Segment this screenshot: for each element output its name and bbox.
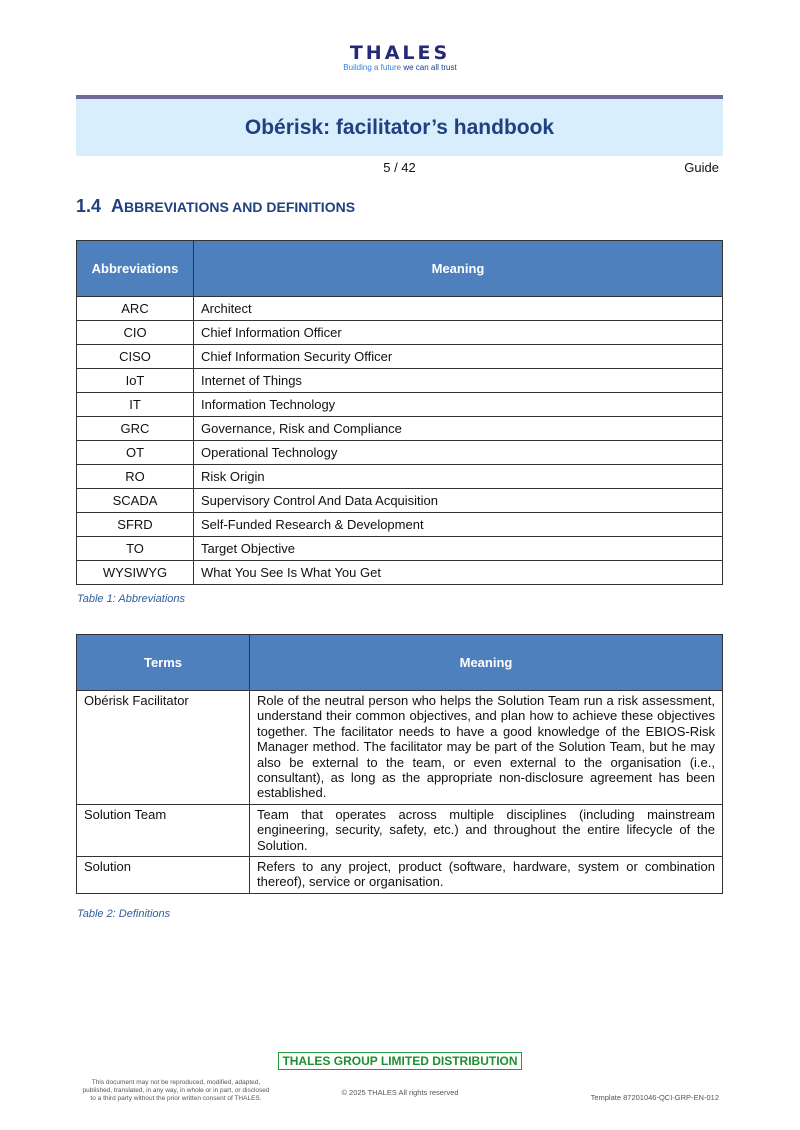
abbr-cell: ARC	[77, 297, 194, 321]
title-band	[76, 99, 723, 156]
table-row	[77, 489, 723, 513]
section-title-initial: A	[111, 196, 125, 216]
abbr-cell: IT	[77, 393, 194, 417]
meaning-cell: Governance, Risk and Compliance	[194, 417, 723, 441]
abbr-cell: RO	[77, 465, 194, 489]
abbr-cell: CISO	[77, 345, 194, 369]
abbr-cell: GRC	[77, 417, 194, 441]
meaning-cell: Target Objective	[194, 537, 723, 561]
document-title: Obérisk: facilitator’s handbook	[244, 115, 555, 139]
meaning-cell: Architect	[194, 297, 723, 321]
term-cell: Obérisk Facilitator	[77, 691, 250, 805]
table-2-caption: Table 2: Definitions	[77, 908, 171, 920]
table-row	[77, 417, 723, 441]
meaning-cell: Chief Information Officer	[194, 321, 723, 345]
meaning-cell: Chief Information Security Officer	[194, 345, 723, 369]
meaning-cell: Team that operates across multiple disciplines (including mainstream engineering, security, safety, etc.) and throughout the entire lifecycle of the Solution.	[250, 804, 723, 856]
abbr-cell: SFRD	[77, 513, 194, 537]
footer-copyright: © 2025 THALES All rights reserved	[341, 1088, 459, 1097]
page-info-row	[76, 160, 719, 178]
definitions-table	[76, 634, 723, 894]
meaning-cell: Risk Origin	[194, 465, 723, 489]
meaning-cell: Information Technology	[194, 393, 723, 417]
table-row	[77, 513, 723, 537]
thales-logo	[0, 42, 800, 72]
page-number: 5 / 42	[383, 160, 416, 175]
abbreviations-table	[76, 240, 723, 585]
table-row	[77, 465, 723, 489]
document-type: Guide	[684, 160, 719, 175]
table-row	[77, 369, 723, 393]
abbr-cell: IoT	[77, 369, 194, 393]
logo-wordmark: THALES	[349, 42, 451, 64]
section-heading	[76, 196, 355, 217]
table-header-row	[77, 241, 723, 297]
table-row	[77, 561, 723, 585]
table-row	[77, 297, 723, 321]
table-header-row	[77, 635, 723, 691]
table-row	[77, 537, 723, 561]
section-title-rest: BBREVIATIONS AND DEFINITIONS	[124, 199, 356, 215]
distribution-label: THALES GROUP LIMITED DISTRIBUTION	[0, 1052, 800, 1070]
meaning-cell: Role of the neutral person who helps the Solution Team run a risk assessment, understand their common objectives, and plan how to achieve these objectives together. The facilitator needs to have a good knowledge of the EBIOS-Risk Manager method. The facilitator may be part of the Solution Team, but he may also be external to the team, or even external to the organisation (i.e., consultant), as long as the appropriate non-disclosure agreement has been established.	[250, 691, 723, 805]
meaning-cell: Self-Funded Research & Development	[194, 513, 723, 537]
table-row	[77, 857, 723, 894]
table-1-caption: Table 1: Abbreviations	[77, 593, 186, 605]
table-row	[77, 321, 723, 345]
logo-tagline: Building a future we can all trust	[343, 63, 457, 72]
column-header-terms: Terms	[77, 635, 250, 691]
section-number: 1.4	[76, 196, 102, 216]
table-row	[77, 691, 723, 805]
column-header-meaning: Meaning	[250, 635, 723, 691]
abbr-cell: WYSIWYG	[77, 561, 194, 585]
meaning-cell: Internet of Things	[194, 369, 723, 393]
abbr-cell: TO	[77, 537, 194, 561]
footer-notice: This document may not be reproduced, modified, adapted, published, translated, in any way, in whole or in part, or disclosed to a third party without the prior written consent of THALES.	[82, 1079, 270, 1102]
term-cell: Solution	[77, 857, 250, 894]
table-row	[77, 345, 723, 369]
meaning-cell: What You See Is What You Get	[194, 561, 723, 585]
table-row	[77, 804, 723, 856]
meaning-cell: Refers to any project, product (software, hardware, system or combination thereof), service or organisation.	[250, 857, 723, 894]
abbr-cell: CIO	[77, 321, 194, 345]
table-row	[77, 393, 723, 417]
column-header-meaning: Meaning	[194, 241, 723, 297]
table-row	[77, 441, 723, 465]
column-header-abbreviations: Abbreviations	[77, 241, 194, 297]
term-cell: Solution Team	[77, 804, 250, 856]
meaning-cell: Supervisory Control And Data Acquisition	[194, 489, 723, 513]
meaning-cell: Operational Technology	[194, 441, 723, 465]
abbr-cell: OT	[77, 441, 194, 465]
abbr-cell: SCADA	[77, 489, 194, 513]
footer-template-id: Template 87201046-QCI-GRP-EN-012	[590, 1093, 719, 1102]
